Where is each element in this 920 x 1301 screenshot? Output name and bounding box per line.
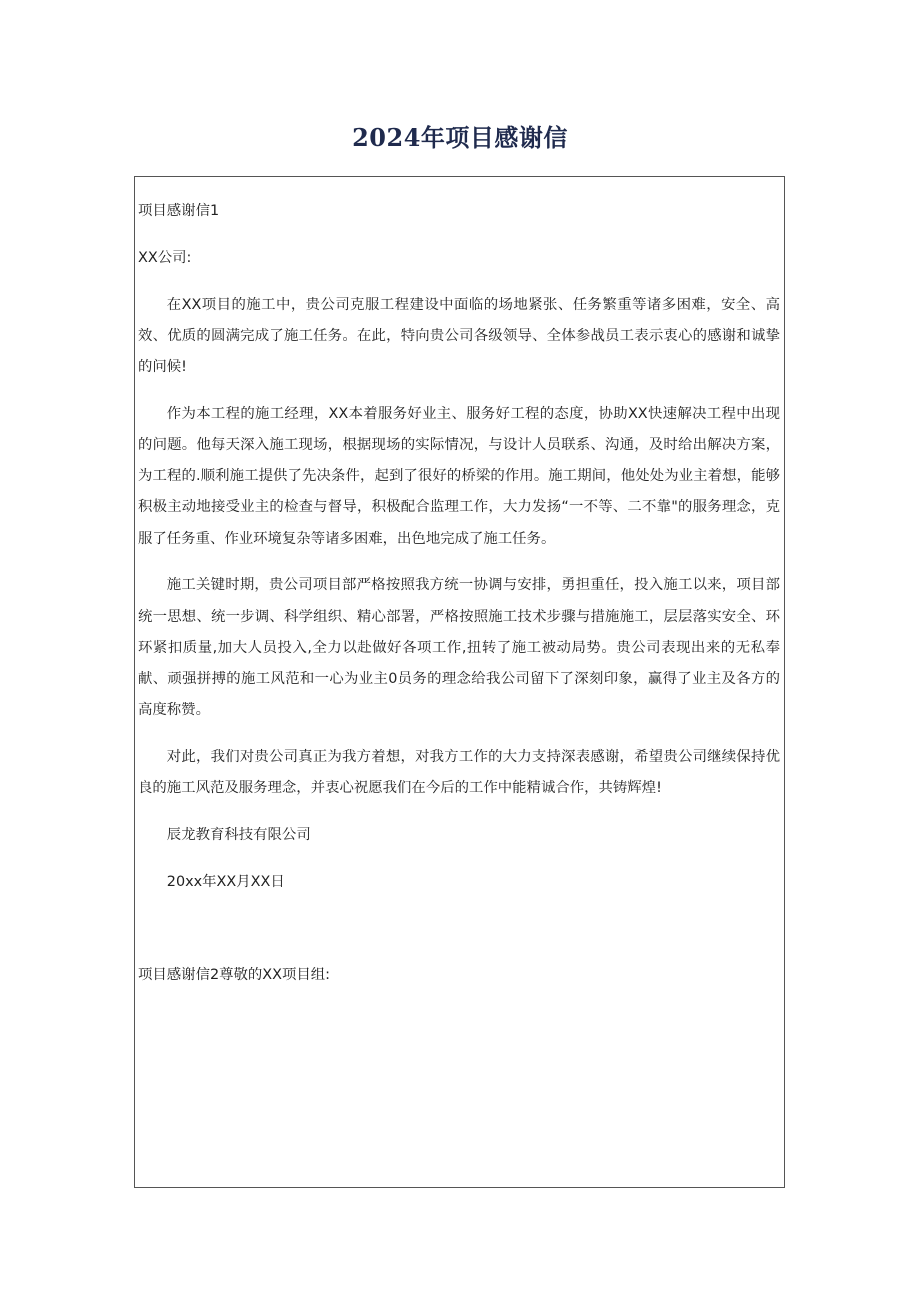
letter-date: 20xx年XX月XX日 (166, 873, 285, 890)
document-title: 2024年项目感谢信 (352, 123, 568, 152)
salutation: XX公司: (138, 249, 192, 266)
signature: 辰龙教育科技有限公司 (166, 827, 311, 844)
body-paragraph: 在XX项目的施工中，贵公司克服工程建设中面临的场地紧张、任务繁重等诸多困难，安全、高效、优质的圆满完成了施工任务。在此，特向贵公司各级领导、全体参战员工表示衷心的感谢和诚挚的问候! (138, 296, 780, 375)
letter-heading: 项目感谢信1 (138, 203, 220, 219)
body-paragraph: 对此，我们对贵公司真正为我方着想，对我方工作的大力支持深表感谢，希望贵公司继续保持优良的施工风范及服务理念，并衷心祝愿我们在今后的工作中能精诚合作，共铸辉煌! (138, 749, 780, 797)
letter-frame (134, 176, 785, 1188)
body-paragraph: 施工关键时期，贵公司项目部严格按照我方统一协调与安排，勇担重任，投入施工以来，项目部统一思想、统一步调、科学组织、精心部署，严格按照施工技术步骤与措施施工，层层落实安全、环环紧扣质量,加大人员投入,全力以赴做好各项工作,扭转了施工被动局势。贵公司表现出来的无私奉献、顽强拼搏的施工风范和一心为业主0员务的理念给我公司留下了深刻印象，赢得了业主及各方的高度称赞。 (138, 577, 780, 719)
letter-content (138, 196, 780, 991)
next-letter-heading: 项目感谢信2尊敬的XX项目组: (138, 967, 331, 984)
body-paragraph: 作为本工程的施工经理，XX本着服务好业主、服务好工程的态度，协助XX快速解决工程中出现的问题。他每天深入施工现场，根据现场的实际情况，与设计人员联系、沟通，及时给出解决方案，为工程的.顺利施工提供了先决条件，起到了很好的桥梁的作用。施工期间，他处处为业主着想，能够积极主动地接受业主的检查与督导，积极配合监理工作，大力发扬“一不等、二不靠"的服务理念，克服了任务重、作业环境复杂等诸多困难，出色地完成了施工任务。 (138, 405, 780, 547)
